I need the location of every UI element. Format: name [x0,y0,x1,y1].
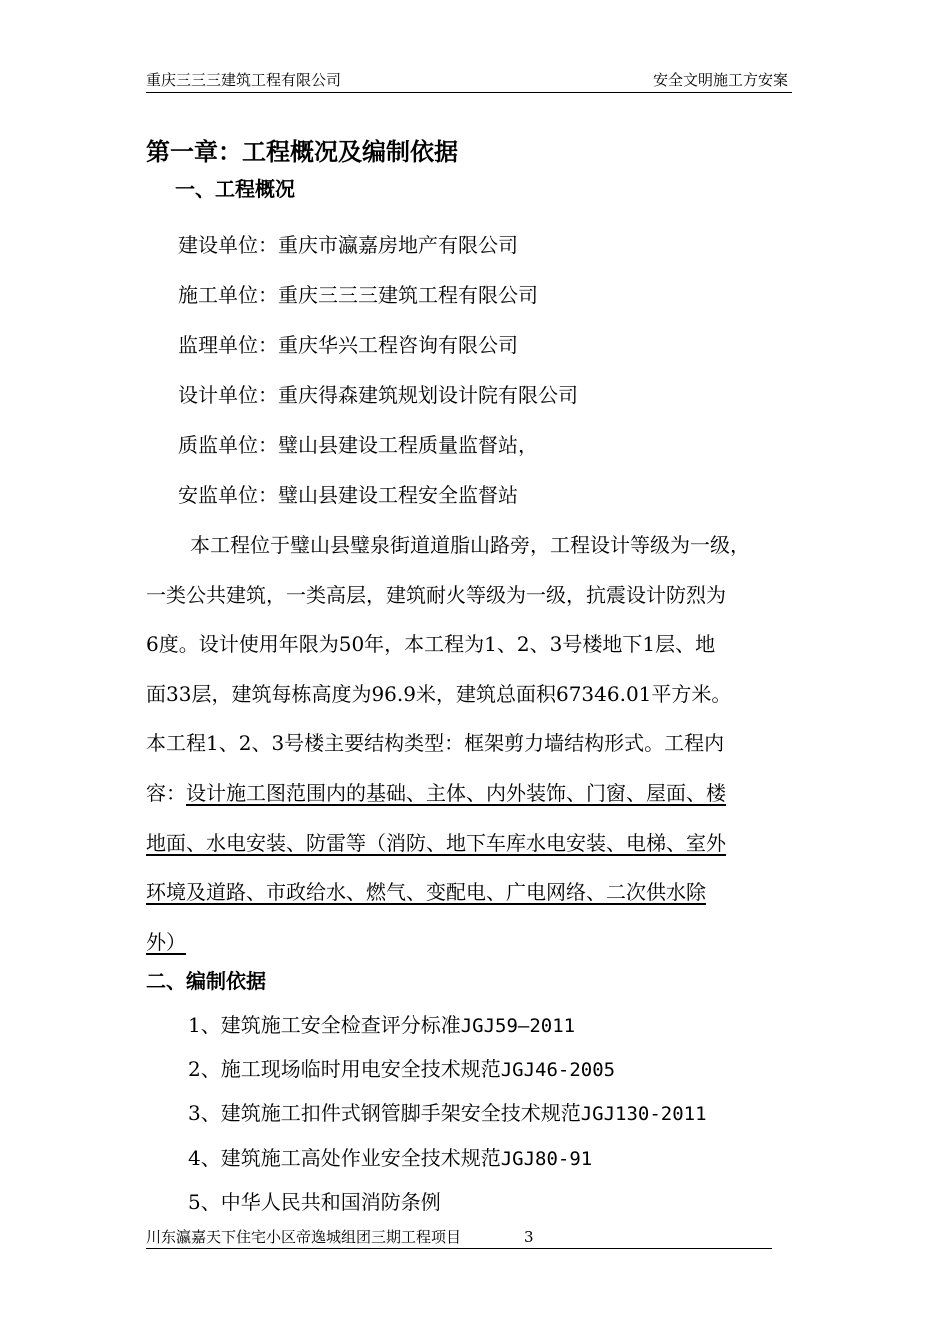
section-1-title: 一、工程概况 [175,177,295,201]
content-scope-underlined: 设计施工图范围内的基础、主体、内外装饰、门窗、屋面、楼 [186,780,726,805]
content-scope-underlined: 环境及道路、市政给水、燃气、变配电、广电网络、二次供水除 [146,880,706,905]
page-number: 3 [524,1228,534,1246]
basis-item-text: 3、建筑施工扣件式钢管脚手架安全技术规范 [188,1101,581,1125]
basis-item-text: 2、施工现场临时用电安全技术规范 [188,1057,501,1081]
paragraph-line: 6度。设计使用年限为50年，本工程为1、2、3号楼地下1层、地 [146,632,716,657]
content-scope-underlined: 地面、水电安装、防雷等（消防、地下车库水电安装、电梯、室外 [146,830,726,855]
basis-item [188,1054,615,1085]
unit-safety-supervision: 安监单位：璧山县建设工程安全监督站 [178,483,518,507]
unit-quality-supervision: 质监单位：璧山县建设工程质量监督站， [178,433,538,457]
paragraph-line [146,819,816,869]
paragraph-line: 一类公共建筑，一类高层，建筑耐火等级为一级，抗震设计防烈为 [146,582,726,607]
paragraph-line: 本工程1、2、3号楼主要结构类型：框架剪力墙结构形式。工程内 [146,731,725,756]
basis-item-code: JGJ80-91 [500,1148,593,1170]
basis-item-text: 5、中华人民共和国消防条例 [188,1190,441,1214]
content-prefix: 容： [146,780,186,805]
basis-item-text: 4、建筑施工高处作业安全技术规范 [188,1146,501,1170]
unit-contractor: 施工单位：重庆三三三建筑工程有限公司 [178,283,538,307]
paragraph-line-content [146,769,816,819]
basis-item-code: JGJ59—2011 [460,1015,576,1037]
unit-design: 设计单位：重庆得森建筑规划设计院有限公司 [178,383,578,407]
header-company: 重庆三三三建筑工程有限公司 [146,71,342,89]
unit-supervision: 监理单位：重庆华兴工程咨询有限公司 [178,333,518,357]
unit-construction: 建设单位：重庆市瀛嘉房地产有限公司 [178,233,518,257]
content-scope-underlined: 外） [146,929,186,954]
paragraph-line: 本工程位于璧山县璧泉街道道脂山路旁，工程设计等级为一级， [190,533,750,557]
basis-item-code: JGJ130-2011 [580,1103,707,1125]
basis-item [188,1098,707,1129]
paragraph-line [146,918,816,968]
basis-item-code: JGJ46-2005 [500,1059,616,1081]
footer-project-name: 川东瀛嘉天下住宅小区帝逸城组团三期工程项目 [146,1228,462,1246]
project-overview-paragraph [146,521,816,967]
basis-item [188,1143,592,1174]
paragraph-line [146,868,816,918]
section-2-title: 二、编制依据 [146,969,266,993]
header-doc-title: 安全文明施工方安案 [652,71,788,89]
basis-item [188,1010,575,1041]
page-footer [146,1226,772,1249]
basis-item-text: 1、建筑施工安全检查评分标准 [188,1013,461,1037]
paragraph-line: 面33层，建筑每栋高度为96.9米，建筑总面积67346.01平方米。 [146,681,732,706]
basis-item [188,1187,441,1218]
page-header [146,68,792,93]
chapter-title: 第一章：工程概况及编制依据 [146,138,458,166]
